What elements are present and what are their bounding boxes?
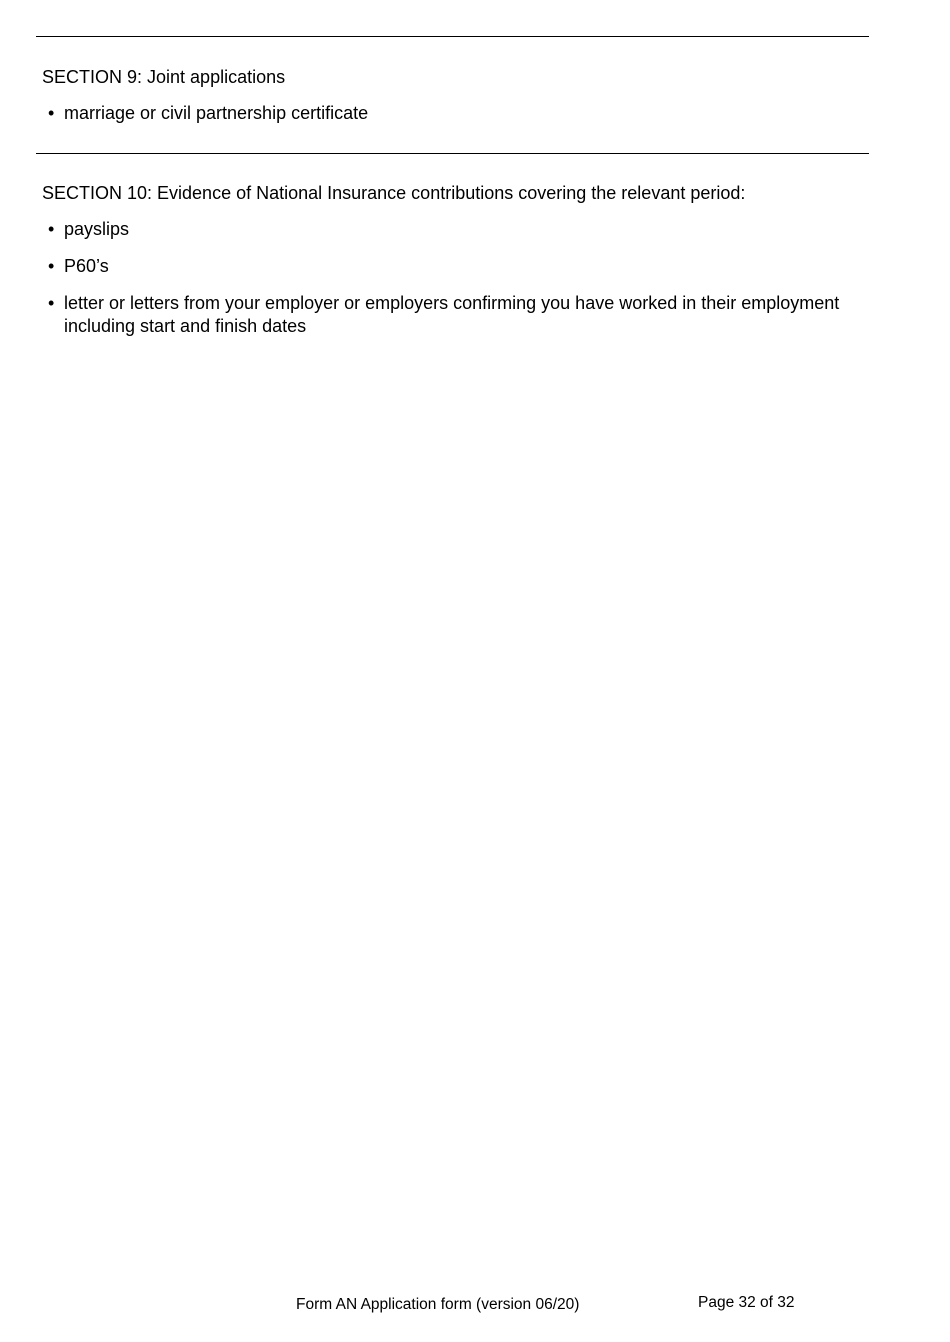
list-item xyxy=(42,102,862,125)
section-divider xyxy=(36,153,869,154)
section-9-heading: SECTION 9: Joint applications xyxy=(42,67,286,87)
footer-form-label: Form AN Application form (version 06/20) xyxy=(296,1296,580,1313)
list-item-text: letter or letters from your employer or employers confirming you have worked in their employment including start and finish dates xyxy=(64,293,840,336)
bullet-icon: • xyxy=(48,293,55,313)
list-item-text: payslips xyxy=(64,219,130,239)
bullet-icon: • xyxy=(48,256,55,276)
list-item-text: P60’s xyxy=(64,256,109,276)
bullet-icon: • xyxy=(48,103,55,123)
top-divider xyxy=(36,36,869,37)
bullet-icon: • xyxy=(48,219,55,239)
list-item xyxy=(42,292,862,338)
list-item xyxy=(42,218,862,241)
section-10-heading: SECTION 10: Evidence of National Insurance contributions covering the relevant period: xyxy=(42,183,746,203)
section-9-list xyxy=(42,102,862,125)
section-10-list xyxy=(42,218,862,338)
list-item xyxy=(42,255,862,278)
footer-page-number: Page 32 of 32 xyxy=(698,1294,795,1311)
section-9-joint-applications xyxy=(42,66,862,125)
list-item-text: marriage or civil partnership certificate xyxy=(64,103,369,123)
section-10-ni-evidence xyxy=(42,182,862,338)
